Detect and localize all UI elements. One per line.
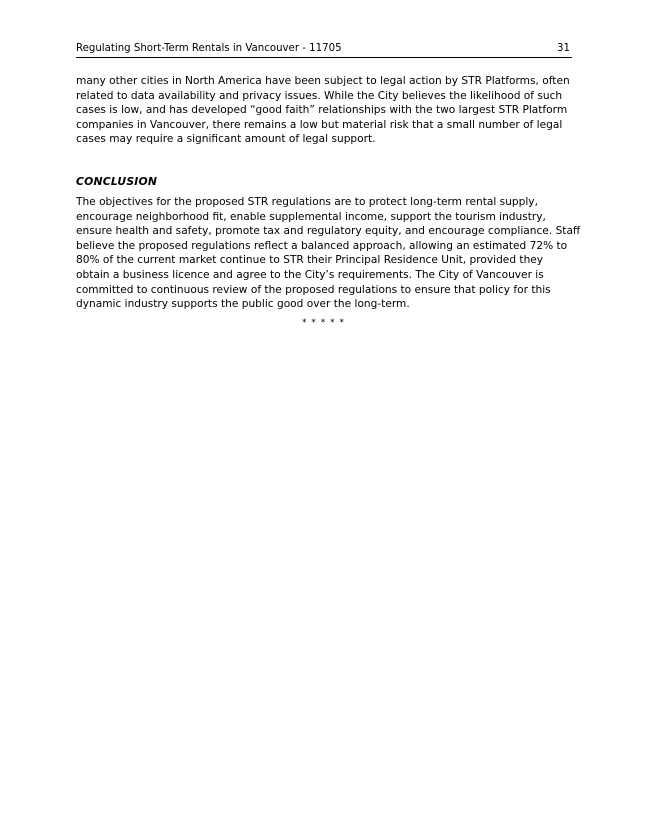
section-heading-conclusion: CONCLUSION: [76, 175, 158, 188]
page-number: 31: [557, 43, 570, 54]
paragraph-conclusion: [76, 195, 581, 312]
end-of-section-mark: * * * * *: [302, 318, 345, 328]
paragraph-line: cases is low, and has developed “good faith” relationships with the two largest STR Platform: [76, 104, 568, 117]
paragraph-line: ensure health and safety, promote tax and regulatory equity, and encourage compliance. Staff: [76, 225, 581, 238]
paragraph-line: committed to continuous review of the proposed regulations to ensure that policy for this: [76, 283, 551, 296]
paragraph-line: 80% of the current market continue to STR their Principal Residence Unit, provided they: [76, 254, 544, 267]
paragraph-line: dynamic industry supports the public good over the long-term.: [76, 298, 410, 311]
paragraph-line: encourage neighborhood fit, enable supplemental income, support the tourism industry,: [76, 210, 546, 223]
paragraph-line: related to data availability and privacy issues. While the City believes the likelihood of such: [76, 89, 563, 102]
paragraph-line: The objectives for the proposed STR regulations are to protect long-term rental supply,: [76, 196, 538, 208]
paragraph-legal-risk: [76, 74, 576, 147]
paragraph-line: obtain a business licence and agree to the City’s requirements. The City of Vancouver is: [76, 268, 544, 281]
page-header: [76, 41, 572, 58]
header-title: Regulating Short-Term Rentals in Vancouver - 11705: [76, 43, 342, 54]
paragraph-line: companies in Vancouver, there remains a low but material risk that a small number of legal: [76, 118, 563, 131]
paragraph-line: cases may require a significant amount of legal support.: [76, 133, 376, 146]
paragraph-line: believe the proposed regulations reflect a balanced approach, allowing an estimated 72% to: [76, 239, 568, 252]
paragraph-line: many other cities in North America have been subject to legal action by STR Platforms, often: [76, 75, 570, 87]
